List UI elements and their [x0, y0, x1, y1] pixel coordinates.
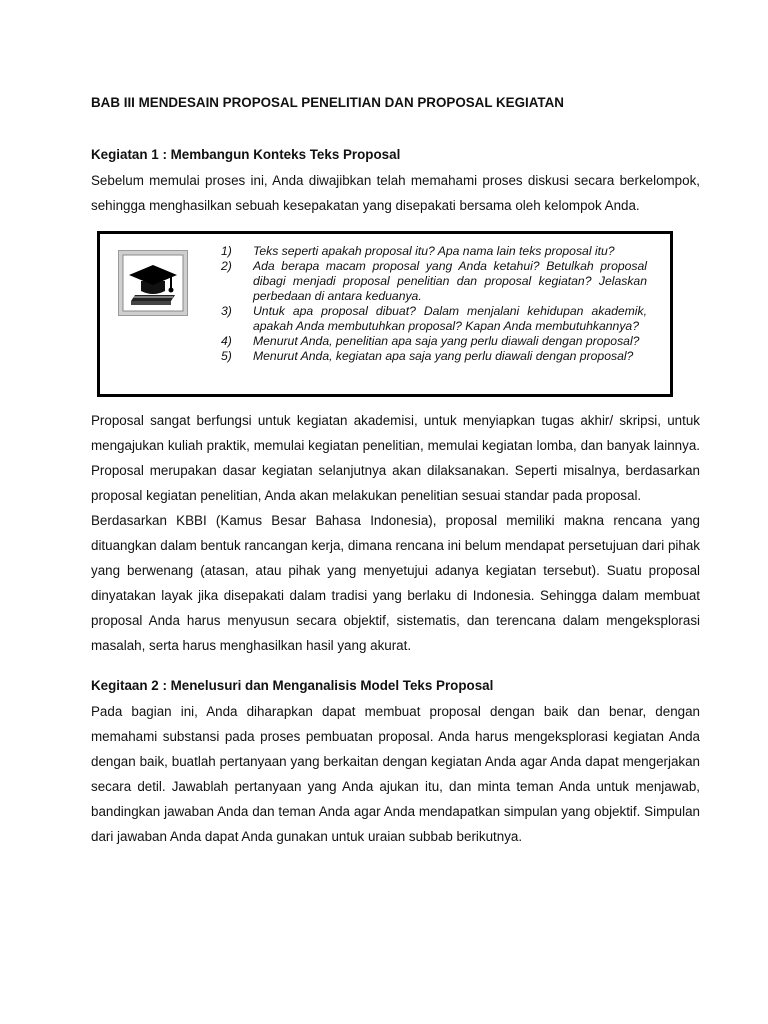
kegiatan-1-heading: Kegiatan 1 : Membangun Konteks Teks Proposal [91, 147, 401, 162]
question-item: 5) Menurut Anda, kegiatan apa saja yang perlu diawali dengan proposal? [221, 349, 634, 363]
question-box [97, 231, 673, 397]
graduation-cap-on-book-icon [118, 250, 188, 316]
kegiatan-1-paragraph-1: Proposal sangat berfungsi untuk kegiatan akademisi, untuk menyiapkan tugas akhir/ skripsi, untuk mengajukan kuliah praktik, memulai kegiatan penelitian, memulai kegiatan lomba, dan banyak lainnya. Proposal merupakan dasar kegiatan selanjutnya akan dilaksanakan. Seperti misalnya, berdasarkan proposal kegiatan penelitian, Anda akan melakukan penelitian sesuai standar pada proposal. [91, 413, 700, 503]
section-gap [91, 658, 700, 677]
question-item: 2) Ada berapa macam proposal yang Anda ketahui? Betulkah proposal dibagi menjadi proposal penelitian dan proposal kegiatan? Jelaskan perbedaan di antara keduanya. [221, 259, 647, 303]
kegiatan-1-paragraph-2: Berdasarkan KBBI (Kamus Besar Bahasa Indonesia), proposal memiliki makna rencana yang dituangkan dalam bentuk rancangan kerja, dimana rencana ini belum mendapat persetujuan dari pihak yang berwenang (atasan, atau pihak yang menyetujui adanya kegiatan tersebut). Suatu proposal dinyatakan layak jika disepakati dalam tradisi yang berlaku di Indonesia. Sehingga dalam membuat proposal Anda harus menyusun secara objektif, sistematis, dan terencana dalam mengeksplorasi masalah, serta harus menghasilkan hasil yang akurat. [91, 513, 700, 653]
question-item: 3) Untuk apa proposal dibuat? Dalam menjalani kehidupan akademik, apakah Anda membutuhkan proposal? Kapan Anda membutuhkannya? [221, 304, 647, 333]
kegiatan-1-intro: Sebelum memulai proses ini, Anda diwajibkan telah memahami proses diskusi secara berkelompok, sehingga menghasilkan sebuah kesepakatan yang disepakati bersama oleh kelompok Anda. [91, 173, 700, 213]
kegiatan-2-heading: Kegitaan 2 : Menelusuri dan Menganalisis Model Teks Proposal [91, 678, 494, 693]
chapter-title: BAB III MENDESAIN PROPOSAL PENELITIAN DAN PROPOSAL KEGIATAN [91, 95, 564, 110]
question-item: 1) Teks seperti apakah proposal itu? Apa nama lain teks proposal itu? [221, 244, 615, 258]
kegiatan-2-paragraph: Pada bagian ini, Anda diharapkan dapat membuat proposal dengan baik dan benar, dengan memahami substansi pada proses pembuatan proposal. Anda harus mengeksplorasi kegiatan Anda dengan baik, buatlah pertanyaan yang berkaitan dengan kegiatan Anda agar Anda dapat mengerjakan secara detil. Jawablah pertanyaan yang Anda ajukan itu, dan minta teman Anda untuk menjawab, bandingkan jawaban Anda dan teman Anda agar Anda mendapatkan simpulan yang objektif. Simpulan dari jawaban Anda dapat Anda gunakan untuk uraian subbab berikutnya. [91, 704, 700, 844]
question-list [221, 244, 647, 364]
question-item: 4) Menurut Anda, penelitian apa saja yang perlu diawali dengan proposal? [221, 334, 640, 348]
